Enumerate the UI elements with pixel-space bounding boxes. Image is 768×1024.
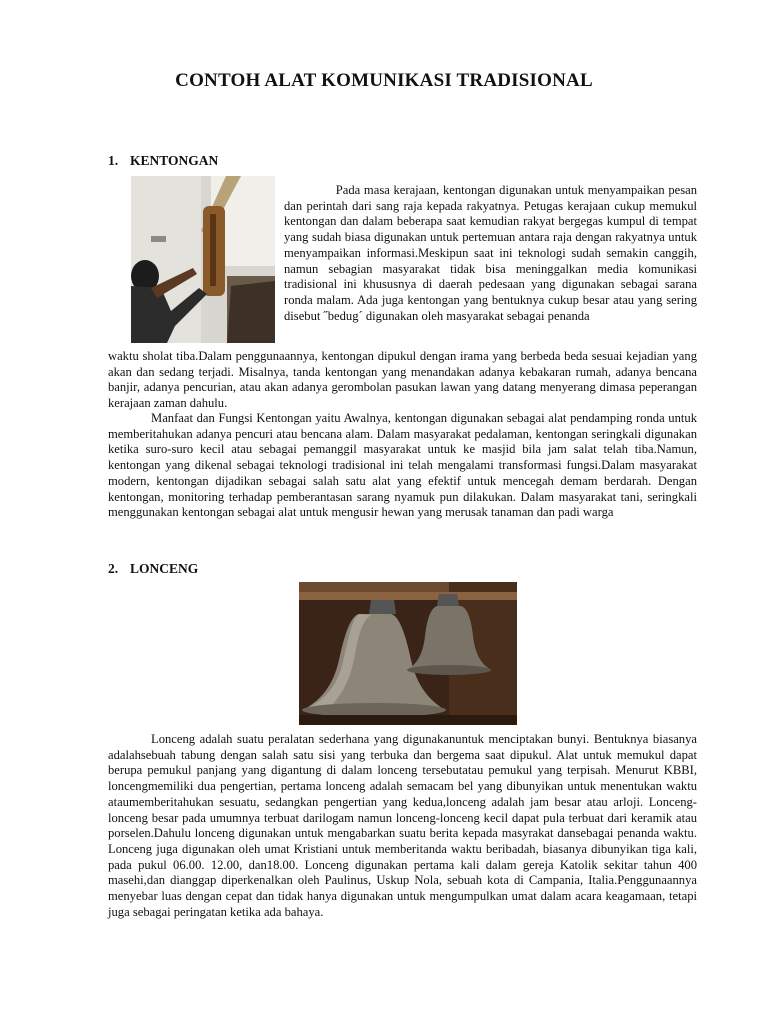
- section-title: LONCENG: [130, 561, 199, 576]
- section-heading-kentongan: [108, 153, 218, 169]
- section-number: 2.: [108, 561, 119, 576]
- kentongan-paragraph-continued: waktu sholat tiba.Dalam penggunaannya, kentongan dipukul dengan irama yang berbeda beda sesuai kejadian yang akan dan sedang terjadi. Misalnya, tanda kentongan yang menandakan adanya kebakaran rumah, adanya bencana banjir, adanya pencurian, atau akan adanya gerombolan pasukan lawan yang datang menyerang dimasa peperangan kerajaan zaman dahulu.: [108, 349, 697, 411]
- kentongan-paragraph-side: Pada masa kerajaan, kentongan digunakan untuk menyampaikan pesan dan perintah dari sang raja kepada rakyatnya. Petugas kerajaan cukup memukul kentongan dan dalam beberapa saat kemudian rakyat bergegas kumpul di tempat yang sudah biasa digunakan untuk pertemuan antara raja dengan rakyatnya untuk menyampaikan informasi.Meskipun saat ini teknologi sudah semakin canggih, namun sebagian masyarakat tidak bisa meninggalkan media komunikasi tradisional ini khususnya di daerah pedesaan yang digunakan sebagai sarana ronda malam. Ada juga kentongan yang bentuknya cukup besar atau yang sering disebut ˝bedug´ digunakan oleh masyarakat sebagai penanda: [284, 183, 697, 323]
- document-title: CONTOH ALAT KOMUNIKASI TRADISIONAL: [175, 70, 593, 91]
- kentongan-photo: [131, 176, 275, 343]
- bells-photo: [299, 582, 517, 725]
- section-heading-lonceng: [108, 561, 198, 577]
- section-title: KENTONGAN: [130, 153, 219, 168]
- section-number: 1.: [108, 153, 119, 168]
- kentongan-paragraph-2: Manfaat dan Fungsi Kentongan yaitu Awalnya, kentongan digunakan sebagai alat pendamping ronda untuk memberitahukan adanya pencuri atau bencana alam. Dalam masyarakat pedalaman, kentongan seringkali digunakan ketika suro-suro kecil atau sebagai pemanggil masyarakat untuk ke masjid bila jam salat telah tiba.Namun, kentongan yang dikenal sebagai teknologi tradisional ini telah mengalami transformasi fungsi.Dalam masyarakat modern, kentongan dijadikan sebagai salah satu alat yang efektif untuk mencegah demam berdarah. Dengan kentongan, monitoring terhadap pemberantasan sarang nyamuk pun dilakukan. Dalam masyarakat tani, seringkali menggunakan kentongan sebagai alat untuk mengusir hewan yang merusak tanaman dan padi warga: [108, 411, 697, 520]
- lonceng-paragraph: Lonceng adalah suatu peralatan sederhana yang digunakanuntuk menciptakan bunyi. Bentuknya biasanya adalahsebuah tabung dengan salah satu sisi yang terbuka dan bergema saat dipukul. Alat untuk memukul dapat berupa pemukul panjang yang digantung di dalam lonceng tersebutatau pemukul yang terpisah. Menurut KBBI, loncengmemiliki dua pengertian, pertama lonceng adalah semacam bel yang dibunyikan untuk menentukan waktu ataumemberitahukan sesuatu, sedangkan pengertian yang kedua,lonceng adalah jam besar atau arloji. Lonceng-lonceng besar pada umumnya terbuat darilogam namun lonceng-lonceng kecil dapat pula terbuat dari keramik atau porselen.Dahulu lonceng digunakan untuk mengabarkan suatu berita kepada masyrakat dansebagai penanda waktu. Lonceng juga digunakan oleh umat Kristiani untuk memberitanda waktu beribadah, biasanya dibunyikan tiga kali, pada pukul 06.00. 12.00, dan18.00. Lonceng digunakan pertama kali dalam gereja Katolik sekitar tahun 400 masehi,dan dianggap diperkenalkan oleh Paulinus, Uskup Nola, sebuah kota di Campania, Italia.Penggunaannya menyebar luas dengan cepat dan tidak hanya digunakan untuk mengumpulkan umat dalam acara keagamaan, tetapi juga sebagai peringatan ketika ada bahaya.: [108, 732, 697, 919]
